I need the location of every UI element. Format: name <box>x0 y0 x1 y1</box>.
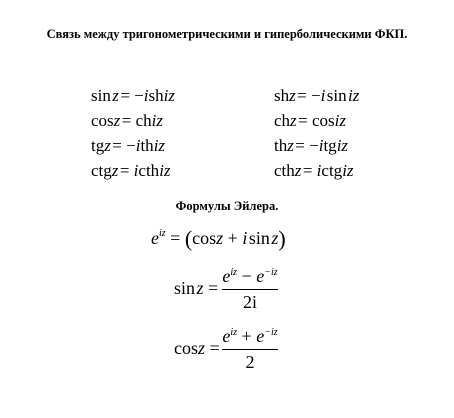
cos-fraction <box>222 326 278 376</box>
sin-denominator: 2i <box>242 292 257 312</box>
cos-fraction-bar <box>222 349 278 350</box>
relation-cth: cthz = ictgiz <box>274 161 354 180</box>
relation-ctg: ctgz = icthiz <box>91 161 171 180</box>
relation-th: thz = −itgiz <box>274 136 349 155</box>
euler-formula: $e^{iz} = (\cos z + i$ sin z) <box>151 226 286 251</box>
relation-sh: shz = −i sin iz <box>274 86 360 105</box>
cos-numerator: $e^{iz} + e^{-iz}$ <box>222 326 278 346</box>
sin-numerator: $e^{iz} - e^{-iz}$ <box>222 266 278 286</box>
sin-fraction <box>222 266 278 316</box>
euler-sin-formula: sin z = $e^{iz} - e^{-iz}$ 2i <box>174 266 284 316</box>
cos-denominator: 2 <box>245 352 255 372</box>
euler-cos-formula: cosz = $e^{iz} + e^{-iz}$ 2 <box>174 326 284 376</box>
relation-sin: sin z = −ishiz <box>91 86 175 105</box>
page-title: Связь между тригонометрическими и гиперболическими ФКП. <box>46 27 408 41</box>
relation-ch: chz = cosiz <box>274 111 346 130</box>
relation-cos: cosz = chiz <box>91 111 163 130</box>
sin-fraction-bar <box>222 289 278 290</box>
euler-subtitle: Формулы Эйлера. <box>175 199 279 213</box>
relation-tg: tgz = −ithiz <box>91 136 166 155</box>
